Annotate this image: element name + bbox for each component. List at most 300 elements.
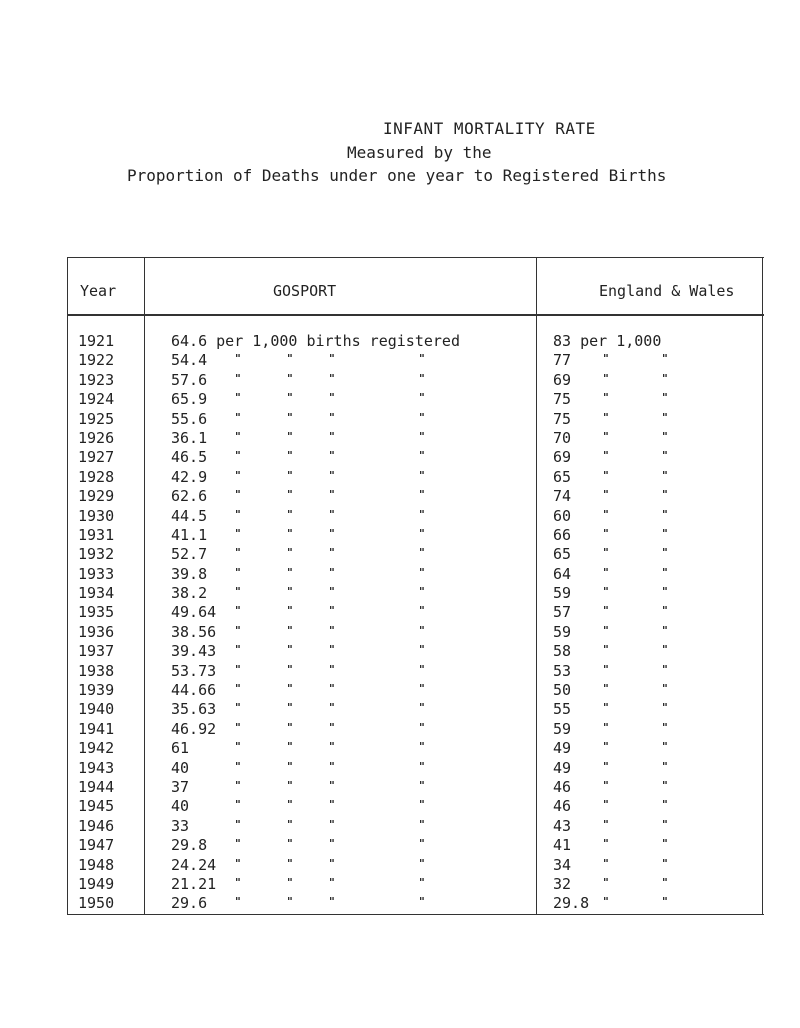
england-wales-cell: 59 bbox=[553, 719, 572, 738]
england-wales-cell: 75 bbox=[553, 390, 572, 409]
ditto-mark: " bbox=[662, 623, 668, 637]
ditto-mark: " bbox=[419, 623, 425, 637]
england-wales-cell: 74 bbox=[553, 487, 572, 506]
year-cell: 1933 bbox=[78, 564, 115, 583]
table-row bbox=[67, 565, 764, 584]
ditto-mark: " bbox=[329, 449, 335, 463]
ditto-mark: " bbox=[603, 643, 609, 657]
england-wales-cell: 50 bbox=[553, 681, 572, 700]
ditto-mark: " bbox=[235, 778, 241, 792]
year-cell: 1929 bbox=[78, 487, 115, 506]
gosport-cell: 57.6 bbox=[171, 370, 208, 389]
year-cell: 1921 bbox=[78, 332, 115, 350]
ditto-mark: " bbox=[235, 429, 241, 443]
gosport-cell: 49.64 bbox=[171, 603, 217, 622]
ditto-mark: " bbox=[419, 662, 425, 676]
ditto-mark: " bbox=[287, 546, 293, 560]
ditto-mark: " bbox=[329, 546, 335, 560]
year-cell: 1931 bbox=[78, 525, 115, 544]
ditto-mark: " bbox=[235, 856, 241, 870]
ditto-mark: " bbox=[603, 449, 609, 463]
ditto-mark: " bbox=[662, 371, 668, 385]
ditto-mark: " bbox=[662, 817, 668, 831]
gosport-cell: 65.9 bbox=[171, 390, 208, 409]
gosport-cell: 38.2 bbox=[171, 584, 208, 603]
table-row bbox=[67, 603, 764, 622]
ditto-mark: " bbox=[329, 662, 335, 676]
table-row bbox=[67, 584, 764, 603]
ditto-mark: " bbox=[329, 352, 335, 366]
year-cell: 1932 bbox=[78, 545, 115, 564]
ditto-mark: " bbox=[287, 507, 293, 521]
ditto-mark: " bbox=[662, 526, 668, 540]
ditto-mark: " bbox=[287, 352, 293, 366]
gosport-cell: 36.1 bbox=[171, 428, 208, 447]
ditto-mark: " bbox=[235, 468, 241, 482]
ditto-mark: " bbox=[235, 740, 241, 754]
table-row bbox=[67, 836, 764, 855]
ditto-mark: " bbox=[603, 526, 609, 540]
year-cell: 1944 bbox=[78, 777, 115, 796]
ditto-mark: " bbox=[329, 468, 335, 482]
gosport-cell: 54.4 bbox=[171, 351, 208, 370]
england-wales-cell: 77 bbox=[553, 351, 572, 370]
table-row bbox=[67, 351, 764, 370]
ditto-mark: " bbox=[287, 701, 293, 715]
ditto-mark: " bbox=[235, 410, 241, 424]
year-cell: 1936 bbox=[78, 622, 115, 641]
ditto-mark: " bbox=[329, 856, 335, 870]
ditto-mark: " bbox=[662, 488, 668, 502]
year-cell: 1943 bbox=[78, 758, 115, 777]
table-row bbox=[67, 332, 764, 351]
england-wales-cell: 46 bbox=[553, 797, 572, 816]
ditto-mark: " bbox=[603, 507, 609, 521]
header-year: Year bbox=[80, 282, 117, 300]
ditto-mark: " bbox=[287, 623, 293, 637]
gosport-cell: 39.43 bbox=[171, 642, 217, 661]
england-wales-cell: 34 bbox=[553, 855, 572, 874]
ditto-mark: " bbox=[662, 352, 668, 366]
gosport-cell: 55.6 bbox=[171, 409, 208, 428]
ditto-mark: " bbox=[662, 778, 668, 792]
ditto-mark: " bbox=[662, 585, 668, 599]
england-wales-cell: 29.8 bbox=[553, 894, 590, 913]
gosport-cell: 64.6 per 1,000 births registered bbox=[171, 332, 460, 350]
table-row bbox=[67, 817, 764, 836]
year-cell: 1938 bbox=[78, 661, 115, 680]
document-title: INFANT MORTALITY RATE bbox=[383, 119, 596, 138]
table-border-top bbox=[67, 257, 764, 258]
gosport-cell: 37 bbox=[171, 777, 190, 796]
gosport-cell: 62.6 bbox=[171, 487, 208, 506]
ditto-mark: " bbox=[287, 837, 293, 851]
ditto-mark: " bbox=[419, 352, 425, 366]
ditto-mark: " bbox=[603, 740, 609, 754]
ditto-mark: " bbox=[329, 507, 335, 521]
england-wales-cell: 64 bbox=[553, 564, 572, 583]
ditto-mark: " bbox=[329, 798, 335, 812]
ditto-mark: " bbox=[603, 798, 609, 812]
ditto-mark: " bbox=[287, 391, 293, 405]
ditto-mark: " bbox=[419, 449, 425, 463]
gosport-cell: 46.5 bbox=[171, 448, 208, 467]
ditto-mark: " bbox=[419, 682, 425, 696]
ditto-mark: " bbox=[662, 856, 668, 870]
ditto-mark: " bbox=[287, 856, 293, 870]
gosport-cell: 40 bbox=[171, 797, 190, 816]
england-wales-cell: 65 bbox=[553, 467, 572, 486]
england-wales-cell: 66 bbox=[553, 525, 572, 544]
ditto-mark: " bbox=[603, 546, 609, 560]
england-wales-cell: 43 bbox=[553, 816, 572, 835]
ditto-mark: " bbox=[662, 391, 668, 405]
year-cell: 1949 bbox=[78, 874, 115, 893]
table-row bbox=[67, 681, 764, 700]
ditto-mark: " bbox=[235, 507, 241, 521]
ditto-mark: " bbox=[603, 468, 609, 482]
ditto-mark: " bbox=[662, 662, 668, 676]
ditto-mark: " bbox=[287, 488, 293, 502]
ditto-mark: " bbox=[603, 410, 609, 424]
england-wales-cell: 41 bbox=[553, 836, 572, 855]
ditto-mark: " bbox=[329, 526, 335, 540]
year-cell: 1948 bbox=[78, 855, 115, 874]
gosport-cell: 44.5 bbox=[171, 506, 208, 525]
table-row bbox=[67, 894, 764, 913]
ditto-mark: " bbox=[419, 371, 425, 385]
ditto-mark: " bbox=[235, 488, 241, 502]
ditto-mark: " bbox=[329, 604, 335, 618]
table-row bbox=[67, 429, 764, 448]
gosport-cell: 41.1 bbox=[171, 525, 208, 544]
gosport-cell: 35.63 bbox=[171, 700, 217, 719]
ditto-mark: " bbox=[419, 740, 425, 754]
ditto-mark: " bbox=[287, 682, 293, 696]
ditto-mark: " bbox=[603, 371, 609, 385]
ditto-mark: " bbox=[603, 875, 609, 889]
year-cell: 1942 bbox=[78, 739, 115, 758]
year-cell: 1950 bbox=[78, 894, 115, 913]
ditto-mark: " bbox=[603, 895, 609, 909]
ditto-mark: " bbox=[287, 371, 293, 385]
year-cell: 1939 bbox=[78, 681, 115, 700]
england-wales-cell: 53 bbox=[553, 661, 572, 680]
year-cell: 1930 bbox=[78, 506, 115, 525]
ditto-mark: " bbox=[287, 410, 293, 424]
ditto-mark: " bbox=[419, 526, 425, 540]
gosport-cell: 21.21 bbox=[171, 874, 217, 893]
ditto-mark: " bbox=[235, 565, 241, 579]
ditto-mark: " bbox=[603, 759, 609, 773]
ditto-mark: " bbox=[287, 740, 293, 754]
england-wales-cell: 59 bbox=[553, 584, 572, 603]
ditto-mark: " bbox=[662, 643, 668, 657]
header-separator bbox=[67, 314, 764, 316]
gosport-cell: 44.66 bbox=[171, 681, 217, 700]
gosport-cell: 46.92 bbox=[171, 719, 217, 738]
ditto-mark: " bbox=[329, 410, 335, 424]
ditto-mark: " bbox=[419, 895, 425, 909]
year-cell: 1934 bbox=[78, 584, 115, 603]
ditto-mark: " bbox=[235, 371, 241, 385]
gosport-cell: 29.8 bbox=[171, 836, 208, 855]
england-wales-cell: 69 bbox=[553, 448, 572, 467]
ditto-mark: " bbox=[235, 662, 241, 676]
year-cell: 1941 bbox=[78, 719, 115, 738]
ditto-mark: " bbox=[662, 507, 668, 521]
gosport-cell: 40 bbox=[171, 758, 190, 777]
ditto-mark: " bbox=[603, 391, 609, 405]
gosport-cell: 42.9 bbox=[171, 467, 208, 486]
ditto-mark: " bbox=[329, 585, 335, 599]
ditto-mark: " bbox=[662, 468, 668, 482]
ditto-mark: " bbox=[419, 468, 425, 482]
gosport-cell: 33 bbox=[171, 816, 190, 835]
ditto-mark: " bbox=[603, 856, 609, 870]
ditto-mark: " bbox=[329, 875, 335, 889]
ditto-mark: " bbox=[419, 643, 425, 657]
table-row bbox=[67, 662, 764, 681]
ditto-mark: " bbox=[329, 623, 335, 637]
england-wales-cell: 83 per 1,000 bbox=[553, 332, 662, 350]
ditto-mark: " bbox=[287, 798, 293, 812]
ditto-mark: " bbox=[662, 565, 668, 579]
ditto-mark: " bbox=[419, 429, 425, 443]
ditto-mark: " bbox=[287, 778, 293, 792]
table-row bbox=[67, 468, 764, 487]
ditto-mark: " bbox=[287, 449, 293, 463]
ditto-mark: " bbox=[287, 817, 293, 831]
ditto-mark: " bbox=[329, 371, 335, 385]
table-row bbox=[67, 739, 764, 758]
ditto-mark: " bbox=[287, 643, 293, 657]
england-wales-cell: 69 bbox=[553, 370, 572, 389]
ditto-mark: " bbox=[603, 778, 609, 792]
year-cell: 1946 bbox=[78, 816, 115, 835]
ditto-mark: " bbox=[603, 837, 609, 851]
table-row bbox=[67, 759, 764, 778]
ditto-mark: " bbox=[235, 759, 241, 773]
ditto-mark: " bbox=[603, 817, 609, 831]
england-wales-cell: 75 bbox=[553, 409, 572, 428]
document-subtitle: Measured by the bbox=[347, 143, 492, 162]
england-wales-cell: 46 bbox=[553, 777, 572, 796]
ditto-mark: " bbox=[287, 468, 293, 482]
england-wales-cell: 59 bbox=[553, 622, 572, 641]
table-row bbox=[67, 507, 764, 526]
ditto-mark: " bbox=[329, 488, 335, 502]
gosport-cell: 29.6 bbox=[171, 894, 208, 913]
year-cell: 1924 bbox=[78, 390, 115, 409]
table-row bbox=[67, 371, 764, 390]
ditto-mark: " bbox=[603, 488, 609, 502]
ditto-mark: " bbox=[235, 643, 241, 657]
mortality-table bbox=[67, 257, 764, 915]
ditto-mark: " bbox=[419, 410, 425, 424]
year-cell: 1922 bbox=[78, 351, 115, 370]
ditto-mark: " bbox=[329, 391, 335, 405]
gosport-cell: 52.7 bbox=[171, 545, 208, 564]
table-row bbox=[67, 720, 764, 739]
ditto-mark: " bbox=[235, 623, 241, 637]
ditto-mark: " bbox=[235, 391, 241, 405]
ditto-mark: " bbox=[419, 720, 425, 734]
year-cell: 1927 bbox=[78, 448, 115, 467]
table-row bbox=[67, 856, 764, 875]
ditto-mark: " bbox=[235, 701, 241, 715]
year-cell: 1935 bbox=[78, 603, 115, 622]
ditto-mark: " bbox=[662, 895, 668, 909]
table-row bbox=[67, 410, 764, 429]
ditto-mark: " bbox=[662, 449, 668, 463]
ditto-mark: " bbox=[662, 798, 668, 812]
ditto-mark: " bbox=[603, 352, 609, 366]
ditto-mark: " bbox=[419, 817, 425, 831]
england-wales-cell: 57 bbox=[553, 603, 572, 622]
ditto-mark: " bbox=[287, 604, 293, 618]
table-border-bottom bbox=[67, 914, 764, 915]
ditto-mark: " bbox=[662, 546, 668, 560]
ditto-mark: " bbox=[329, 720, 335, 734]
ditto-mark: " bbox=[235, 526, 241, 540]
header-gosport: GOSPORT bbox=[273, 282, 337, 300]
ditto-mark: " bbox=[419, 585, 425, 599]
ditto-mark: " bbox=[235, 682, 241, 696]
table-row bbox=[67, 700, 764, 719]
ditto-mark: " bbox=[329, 817, 335, 831]
ditto-mark: " bbox=[419, 391, 425, 405]
table-body bbox=[67, 332, 764, 914]
england-wales-cell: 58 bbox=[553, 642, 572, 661]
ditto-mark: " bbox=[287, 565, 293, 579]
year-cell: 1940 bbox=[78, 700, 115, 719]
gosport-cell: 53.73 bbox=[171, 661, 217, 680]
year-cell: 1923 bbox=[78, 370, 115, 389]
ditto-mark: " bbox=[235, 720, 241, 734]
year-cell: 1926 bbox=[78, 428, 115, 447]
ditto-mark: " bbox=[287, 526, 293, 540]
ditto-mark: " bbox=[603, 701, 609, 715]
ditto-mark: " bbox=[419, 856, 425, 870]
ditto-mark: " bbox=[419, 875, 425, 889]
table-row bbox=[67, 797, 764, 816]
ditto-mark: " bbox=[662, 604, 668, 618]
ditto-mark: " bbox=[235, 875, 241, 889]
ditto-mark: " bbox=[603, 604, 609, 618]
ditto-mark: " bbox=[235, 449, 241, 463]
ditto-mark: " bbox=[329, 778, 335, 792]
ditto-mark: " bbox=[662, 410, 668, 424]
ditto-mark: " bbox=[329, 565, 335, 579]
ditto-mark: " bbox=[662, 682, 668, 696]
ditto-mark: " bbox=[329, 895, 335, 909]
table-row bbox=[67, 487, 764, 506]
ditto-mark: " bbox=[329, 837, 335, 851]
year-cell: 1937 bbox=[78, 642, 115, 661]
ditto-mark: " bbox=[329, 682, 335, 696]
ditto-mark: " bbox=[235, 798, 241, 812]
table-row bbox=[67, 623, 764, 642]
ditto-mark: " bbox=[235, 837, 241, 851]
table-row bbox=[67, 526, 764, 545]
ditto-mark: " bbox=[662, 429, 668, 443]
ditto-mark: " bbox=[603, 565, 609, 579]
england-wales-cell: 60 bbox=[553, 506, 572, 525]
ditto-mark: " bbox=[662, 701, 668, 715]
ditto-mark: " bbox=[235, 817, 241, 831]
ditto-mark: " bbox=[419, 565, 425, 579]
ditto-mark: " bbox=[603, 429, 609, 443]
table-row bbox=[67, 448, 764, 467]
ditto-mark: " bbox=[235, 546, 241, 560]
table-row bbox=[67, 642, 764, 661]
ditto-mark: " bbox=[235, 585, 241, 599]
ditto-mark: " bbox=[287, 875, 293, 889]
ditto-mark: " bbox=[419, 837, 425, 851]
ditto-mark: " bbox=[419, 488, 425, 502]
ditto-mark: " bbox=[235, 895, 241, 909]
header-england-wales: England & Wales bbox=[599, 282, 735, 300]
ditto-mark: " bbox=[235, 352, 241, 366]
ditto-mark: " bbox=[662, 740, 668, 754]
ditto-mark: " bbox=[329, 740, 335, 754]
england-wales-cell: 70 bbox=[553, 428, 572, 447]
ditto-mark: " bbox=[287, 585, 293, 599]
table-row bbox=[67, 545, 764, 564]
ditto-mark: " bbox=[603, 720, 609, 734]
ditto-mark: " bbox=[287, 720, 293, 734]
ditto-mark: " bbox=[329, 701, 335, 715]
year-cell: 1947 bbox=[78, 836, 115, 855]
ditto-mark: " bbox=[662, 837, 668, 851]
ditto-mark: " bbox=[419, 759, 425, 773]
england-wales-cell: 49 bbox=[553, 758, 572, 777]
ditto-mark: " bbox=[419, 604, 425, 618]
ditto-mark: " bbox=[419, 507, 425, 521]
year-cell: 1945 bbox=[78, 797, 115, 816]
gosport-cell: 61 bbox=[171, 739, 190, 758]
table-row bbox=[67, 390, 764, 409]
gosport-cell: 39.8 bbox=[171, 564, 208, 583]
ditto-mark: " bbox=[329, 643, 335, 657]
ditto-mark: " bbox=[287, 662, 293, 676]
year-cell: 1928 bbox=[78, 467, 115, 486]
ditto-mark: " bbox=[603, 682, 609, 696]
ditto-mark: " bbox=[603, 623, 609, 637]
year-cell: 1925 bbox=[78, 409, 115, 428]
ditto-mark: " bbox=[603, 662, 609, 676]
gosport-cell: 38.56 bbox=[171, 622, 217, 641]
gosport-cell: 24.24 bbox=[171, 855, 217, 874]
ditto-mark: " bbox=[603, 585, 609, 599]
table-row bbox=[67, 875, 764, 894]
ditto-mark: " bbox=[419, 701, 425, 715]
ditto-mark: " bbox=[329, 429, 335, 443]
ditto-mark: " bbox=[662, 720, 668, 734]
england-wales-cell: 55 bbox=[553, 700, 572, 719]
england-wales-cell: 32 bbox=[553, 874, 572, 893]
ditto-mark: " bbox=[287, 895, 293, 909]
england-wales-cell: 65 bbox=[553, 545, 572, 564]
ditto-mark: " bbox=[287, 759, 293, 773]
england-wales-cell: 49 bbox=[553, 739, 572, 758]
ditto-mark: " bbox=[419, 798, 425, 812]
ditto-mark: " bbox=[662, 875, 668, 889]
ditto-mark: " bbox=[329, 759, 335, 773]
ditto-mark: " bbox=[419, 546, 425, 560]
table-row bbox=[67, 778, 764, 797]
